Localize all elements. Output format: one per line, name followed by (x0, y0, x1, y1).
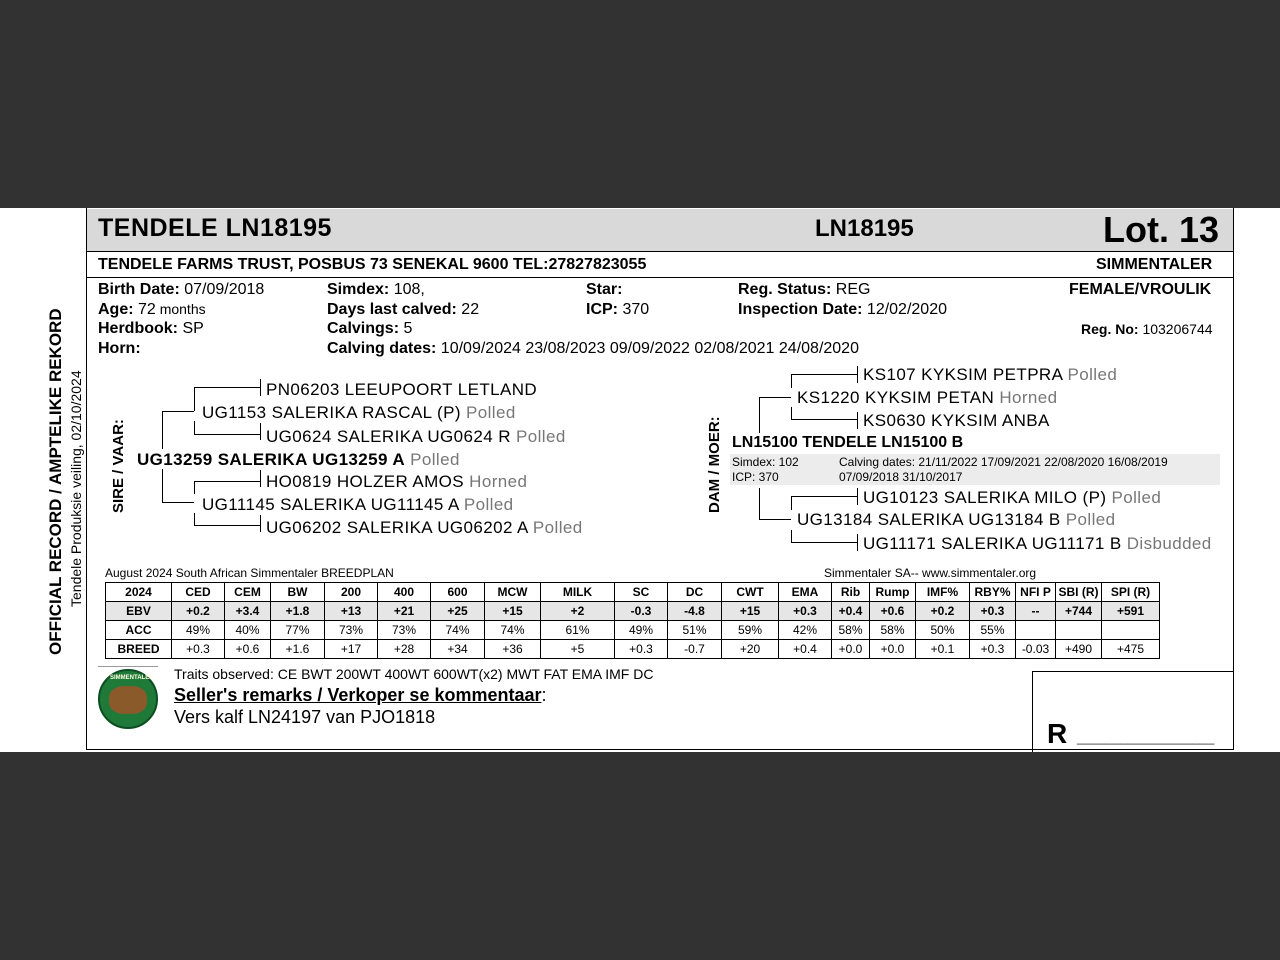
pedigree-line (791, 407, 792, 419)
breedplan-website: Simmentaler SA-- www.simmentaler.org (824, 566, 1037, 580)
cell-ebv: +0.2 (172, 602, 225, 621)
cell-header: CEM (225, 583, 271, 602)
cell-ebv: +744 (1056, 602, 1102, 621)
calving-dates: Calving dates: 10/09/2024 23/08/2023 09/09/2022 02/08/2021 24/08/2020 (327, 340, 859, 357)
dam-simdex: Simdex: 102 (732, 455, 799, 469)
horn: Horn: (98, 340, 141, 357)
cell-header: MILK (541, 583, 615, 602)
cell-header: BW (271, 583, 325, 602)
cell-ebv: +0.3 (970, 602, 1016, 621)
cell-header: 400 (378, 583, 431, 602)
cell-header: CED (172, 583, 225, 602)
pedigree-line (857, 488, 858, 505)
simdex: Simdex: 108, (327, 281, 425, 298)
pedigree-line (260, 470, 261, 487)
cell-ebv: +0.3 (779, 602, 832, 621)
breed-name: SIMMENTALER (1096, 256, 1213, 273)
cell-header: SC (615, 583, 668, 602)
cell-breed: +0.0 (832, 640, 870, 659)
reg-no: Reg. No: 103206744 (1081, 321, 1213, 337)
cell-header: SBI (R) (1056, 583, 1102, 602)
sire-dam: UG11145 SALERIKA UG11145 A Polled (202, 495, 514, 514)
pedigree-line (791, 496, 792, 510)
dam-dam: UG13184 SALERIKA UG13184 B Polled (797, 510, 1116, 529)
cell-breed: +34 (431, 640, 485, 659)
pedigree-line (759, 519, 791, 520)
pedigree-line (759, 488, 760, 519)
divider (98, 666, 158, 667)
cell-acc: 55% (970, 621, 1016, 640)
herdbook: Herdbook: SP (98, 320, 204, 337)
sellers-remarks: Vers kalf LN24197 van PJO1818 (174, 707, 436, 727)
lot-number: Lot. 13 (1103, 209, 1220, 250)
cell-breed: +490 (1056, 640, 1102, 659)
sire-sire-sire: PN06203 LEEUPOORT LETLAND (266, 380, 538, 399)
traits-observed: Traits observed: CE BWT 200WT 400WT 600WT(x2) MWT FAT EMA IMF DC (174, 666, 654, 682)
pedigree-line (857, 534, 858, 551)
pedigree-line (162, 502, 194, 503)
reg-status: Reg. Status: REG (738, 281, 871, 298)
cell-breed: -0.03 (1016, 640, 1056, 659)
cell-header: NFI P (1016, 583, 1056, 602)
cell-header: MCW (485, 583, 541, 602)
cell-header: IMF% (916, 583, 970, 602)
pedigree-line (194, 481, 260, 482)
cell-acc: 49% (172, 621, 225, 640)
pedigree-line (162, 469, 163, 502)
cell-ebv: -0.3 (615, 602, 668, 621)
cell-acc: 42% (779, 621, 832, 640)
cell-ebv: +2 (541, 602, 615, 621)
cell-acc: 40% (225, 621, 271, 640)
cell-breed: +0.3 (970, 640, 1016, 659)
cell-ebv: +13 (325, 602, 378, 621)
cell-acc: 49% (615, 621, 668, 640)
cell-breed: +0.3 (172, 640, 225, 659)
cell-header: 200 (325, 583, 378, 602)
cell-acc: 58% (832, 621, 870, 640)
cell-header: Rib (832, 583, 870, 602)
pedigree-line (194, 525, 260, 526)
cell-ebv: +0.2 (916, 602, 970, 621)
cell-ebv: +0.6 (870, 602, 916, 621)
sire-sire-dam: UG0624 SALERIKA UG0624 R Polled (266, 427, 566, 446)
pedigree-line (194, 387, 260, 388)
calvings: Calvings: 5 (327, 320, 413, 337)
official-record-title: OFFICIAL RECORD / AMPTELIKE REKORD (46, 308, 65, 655)
dam-main: LN15100 TENDELE LN15100 B (732, 434, 964, 451)
pedigree-line (759, 397, 791, 398)
cell-breed: +20 (722, 640, 779, 659)
cell-ebv: +591 (1102, 602, 1160, 621)
star: Star: (586, 281, 623, 298)
cell-header: RBY% (970, 583, 1016, 602)
pedigree-line (791, 496, 857, 497)
logo-text: SIMMENTALER (110, 675, 154, 681)
table-row-breed (106, 640, 1160, 659)
pedigree-line (260, 423, 261, 440)
cell-ebv: +3.4 (225, 602, 271, 621)
cell-breed: +1.6 (271, 640, 325, 659)
cell-acc: 50% (916, 621, 970, 640)
cell-breed: +5 (541, 640, 615, 659)
cell-breed: +17 (325, 640, 378, 659)
cell-acc: 73% (378, 621, 431, 640)
cell-acc: 77% (271, 621, 325, 640)
cell-breed: +0.4 (779, 640, 832, 659)
dam-calving-dates-1: Calving dates: 21/11/2022 17/09/2021 22/08/2020 16/08/2019 (839, 455, 1168, 469)
pedigree-line (857, 366, 858, 383)
cell-ebv: +15 (485, 602, 541, 621)
table-header-row (106, 583, 1160, 602)
table-row-ebv (106, 602, 1160, 621)
sire-dam-sire: HO0819 HOLZER AMOS Horned (266, 472, 528, 491)
sellers-remarks-label: Seller's remarks / Verkoper se kommentaar: (174, 685, 547, 705)
cell-breed: +0.3 (615, 640, 668, 659)
dam-label: DAM / MOER: (706, 416, 723, 513)
dam-icp: ICP: 370 (732, 470, 779, 484)
row-label-header: 2024 (106, 583, 172, 602)
pedigree-line (791, 419, 857, 420)
cell-breed: -0.7 (668, 640, 722, 659)
pedigree-line (194, 481, 195, 494)
dam-dam-dam: UG11171 SALERIKA UG11171 B Disbudded (863, 534, 1212, 553)
cell-header: SPI (R) (1102, 583, 1160, 602)
reg-id: LN18195 (815, 215, 914, 242)
cell-breed: +28 (378, 640, 431, 659)
cell-acc: 74% (431, 621, 485, 640)
cell-acc: 73% (325, 621, 378, 640)
pedigree-line (791, 542, 857, 543)
pedigree-line (759, 397, 760, 433)
birth-date: Birth Date: 07/09/2018 (98, 281, 265, 298)
cell-breed: +0.0 (870, 640, 916, 659)
cell-ebv: -- (1016, 602, 1056, 621)
dam-sire-dam: KS0630 KYKSIM ANBA (863, 411, 1050, 430)
pedigree-line (791, 530, 792, 542)
breedplan-caption: August 2024 South African Simmentaler BREEDPLAN (105, 566, 394, 580)
cell-header: CWT (722, 583, 779, 602)
cell-acc (1102, 621, 1160, 640)
cell-ebv: +15 (722, 602, 779, 621)
cell-breed: +0.1 (916, 640, 970, 659)
dam-sire: KS1220 KYKSIM PETAN Horned (797, 388, 1058, 407)
cell-acc (1056, 621, 1102, 640)
cell-header: DC (668, 583, 722, 602)
cell-ebv: +21 (378, 602, 431, 621)
row-label-acc: ACC (106, 621, 172, 640)
age: Age: 72 months (98, 301, 206, 318)
inspection-date: Inspection Date: 12/02/2020 (738, 301, 947, 318)
cell-acc (1016, 621, 1056, 640)
sex: FEMALE/VROULIK (1069, 281, 1212, 298)
pedigree-line (791, 374, 857, 375)
days-last-calved: Days last calved: 22 (327, 301, 480, 318)
dam-dam-sire: UG10123 SALERIKA MILO (P) Polled (863, 488, 1162, 507)
pedigree-line (260, 515, 261, 532)
pedigree-line (791, 374, 792, 388)
pedigree-line (194, 434, 260, 435)
simmentaler-logo (98, 669, 158, 729)
cell-ebv: -4.8 (668, 602, 722, 621)
cell-acc: 58% (870, 621, 916, 640)
icp: ICP: 370 (586, 301, 650, 318)
sire-sire: UG1153 SALERIKA RASCAL (P) Polled (202, 403, 516, 422)
sire-label: SIRE / VAAR: (110, 419, 127, 513)
breedplan-table (105, 582, 1160, 659)
cattle-icon (109, 686, 147, 714)
cell-breed: +475 (1102, 640, 1160, 659)
owner-details: TENDELE FARMS TRUST, POSBUS 73 SENEKAL 9600 TEL:27827823055 (98, 256, 647, 273)
cell-header: Rump (870, 583, 916, 602)
price-label: R (1047, 718, 1068, 749)
cell-header: EMA (779, 583, 832, 602)
row-label-breed: BREED (106, 640, 172, 659)
pedigree-line (857, 412, 858, 429)
cell-header: 600 (431, 583, 485, 602)
pedigree-line (194, 513, 195, 525)
animal-name: TENDELE LN18195 (98, 214, 332, 242)
pedigree-line (162, 411, 194, 412)
cell-acc: 59% (722, 621, 779, 640)
dam-sire-sire: KS107 KYKSIM PETPRA Polled (863, 365, 1118, 384)
cell-acc: 61% (541, 621, 615, 640)
sire-main: UG13259 SALERIKA UG13259 A Polled (137, 450, 460, 469)
pedigree-line (162, 411, 163, 449)
cell-breed: +36 (485, 640, 541, 659)
sire-dam-dam: UG06202 SALERIKA UG06202 A Polled (266, 518, 583, 537)
cell-acc: 51% (668, 621, 722, 640)
price-line[interactable]: ___________________ (1077, 730, 1215, 745)
sale-subtitle: Tendele Produksie veiling, 02/10/2024 (68, 370, 84, 607)
pedigree-line (260, 379, 261, 396)
table-row-acc (106, 621, 1160, 640)
cell-acc: 74% (485, 621, 541, 640)
cell-breed: +0.6 (225, 640, 271, 659)
cell-ebv: +25 (431, 602, 485, 621)
cell-ebv: +0.4 (832, 602, 870, 621)
dam-calving-dates-2: 07/09/2018 31/10/2017 (839, 470, 963, 484)
divider (87, 277, 1233, 278)
pedigree-line (194, 421, 195, 434)
cell-ebv: +1.8 (271, 602, 325, 621)
pedigree-line (194, 387, 195, 411)
row-label-ebv: EBV (106, 602, 172, 621)
